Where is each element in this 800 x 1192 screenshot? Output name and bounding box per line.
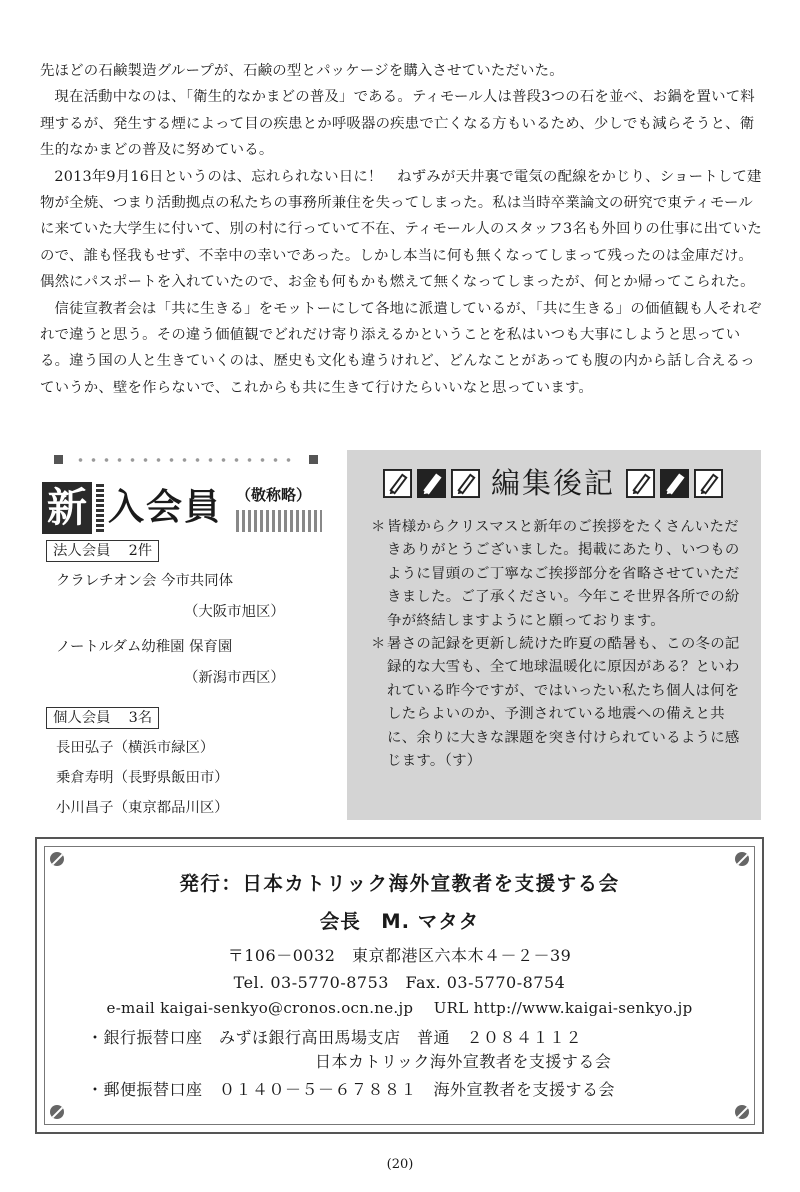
list-item: クラレチオン会 今市共同体 （大阪市旭区） — [56, 573, 285, 620]
list-item: 乗倉寿明（長野県飯田市） — [56, 770, 229, 786]
pen-icon — [451, 469, 480, 498]
pen-icon — [626, 469, 655, 498]
list-item: ＊ 皆様からクリスマスと新年のご挨拶をたくさんいただきありがとうございました。掲載にあたり、いつものように冒頭のご丁寧なご挨拶部分を省略させていただきました。ご了承ください。今年こそ世界各所での紛争が終結しますようにと願っております。 — [371, 519, 740, 629]
corporate-members — [40, 540, 330, 689]
decorative-stripe — [96, 484, 104, 532]
bank-account: ・銀行振替口座 みずほ銀行高田馬場支店 普通 ２０８４１１２ — [87, 1028, 583, 1047]
corporate-label: 法人会員 2件 — [46, 540, 159, 562]
address: 〒106－0032 東京都港区六本木４－２－39 — [227, 946, 572, 965]
article-body — [40, 58, 762, 401]
honorific-note: （敬称略） — [236, 486, 312, 504]
new-members-heading — [40, 482, 330, 540]
paragraph: 信徒宣教者会は「共に生きる」をモットーにして各地に派遣しているが、「共に生きる」の価値観も人それぞれで違うと思う。その違う価値観でどれだけ寄り添えるかということを私はいつも大事にしようと思っている。違う国の人と生きていくのは、歴史も文化も違うけれど、どんなことがあっても腹の内から話し合えるっていうか、壁を作らないで、これからも共に生きて行けたらいいなと思っています。 — [40, 300, 762, 396]
pen-icon — [383, 469, 412, 498]
editors-note-heading — [383, 466, 723, 500]
heading-text: 入会員 — [108, 487, 223, 528]
paragraph: 現在活動中なのは、「衛生的なかまどの普及」である。ティモール人は普段3つの石を並べ、お鍋を置いて料理するが、発生する煙によって目の疾患とか呼吸器の疾患で亡くなる方もいるため、少しでも減らそうと、衛生的なかまどの普及に努めている。 — [40, 89, 755, 159]
corner-ornament-icon — [50, 1105, 64, 1119]
bank-account-name: 日本カトリック海外宣教者を支援する会 — [315, 1052, 612, 1071]
heading-first-char: 新 — [42, 482, 92, 534]
new-members-section — [40, 452, 330, 819]
list-item: ＊ 暑さの記録を更新し続けた昨夏の酷暑も、この冬の記録的な大雪も、全て地球温暖化に原因がある？といわれている昨今ですが、ではいったい私たち個人は何をしたらよいのか、予測されている地震への備えと共に、余りに大きな課題を突き付けられているように感じます。（す） — [371, 636, 740, 770]
individual-label: 個人会員 3名 — [46, 707, 159, 729]
paragraph: 先ほどの石鹸製造グループが、石鹸の型とパッケージを購入させていただいた。 — [40, 63, 564, 79]
individual-members — [40, 707, 330, 819]
editors-note-title: 編集後記 — [491, 466, 616, 500]
list-item: ノートルダム幼稚園 保育園 （新潟市西区） — [56, 639, 285, 686]
postal-account: ・郵便振替口座 ０１４０－５－６７８８１ 海外宣教者を支援する会 — [87, 1080, 616, 1099]
publisher-box — [35, 837, 764, 1134]
pen-icon — [694, 469, 723, 498]
paragraph: 2013年9月16日というのは、忘れられない日に！ ねずみが天井裏で電気の配線をかじり、ショートして建物が全焼、つまり活動拠点の私たちの事務所兼住を失ってしまった。私は当時卒業論文の研究で東ティモールに来ていた大学生に付いて、別の村に行っていて不在、ティモール人のスタッフ3名も外回りの仕事に出ていたので、誰も怪我もせず、不幸中の幸いであった。しかし本当に何も無くなってしまって残ったのは金庫だけ。偶然にパスポートを入れていたので、お金も何もかも燃えて無くなってしまったが、何とか帰ってこられた。 — [40, 168, 762, 291]
editors-note — [347, 450, 761, 820]
corner-ornament-icon — [50, 852, 64, 866]
president: 会長 M. マタタ — [319, 910, 480, 933]
dotted-divider — [40, 452, 330, 466]
editors-note-list — [371, 516, 751, 773]
publisher-title: 発行：日本カトリック海外宣教者を支援する会 — [179, 872, 620, 895]
page-number: (20) — [386, 1157, 414, 1172]
tel-fax: Tel. 03-5770-8753 Fax. 03-5770-8754 — [233, 973, 566, 992]
list-item: 小川昌子（東京都品川区） — [56, 800, 229, 816]
list-item: 長田弘子（横浜市緑区） — [56, 740, 215, 756]
pen-icon — [417, 469, 446, 498]
email-url: e-mail kaigai-senkyo@cronos.ocn.ne.jp URL http://www.kaigai-senkyo.jp — [106, 999, 693, 1017]
decorative-bars — [236, 510, 322, 532]
pen-icon — [660, 469, 689, 498]
corner-ornament-icon — [735, 1105, 749, 1119]
corner-ornament-icon — [735, 852, 749, 866]
